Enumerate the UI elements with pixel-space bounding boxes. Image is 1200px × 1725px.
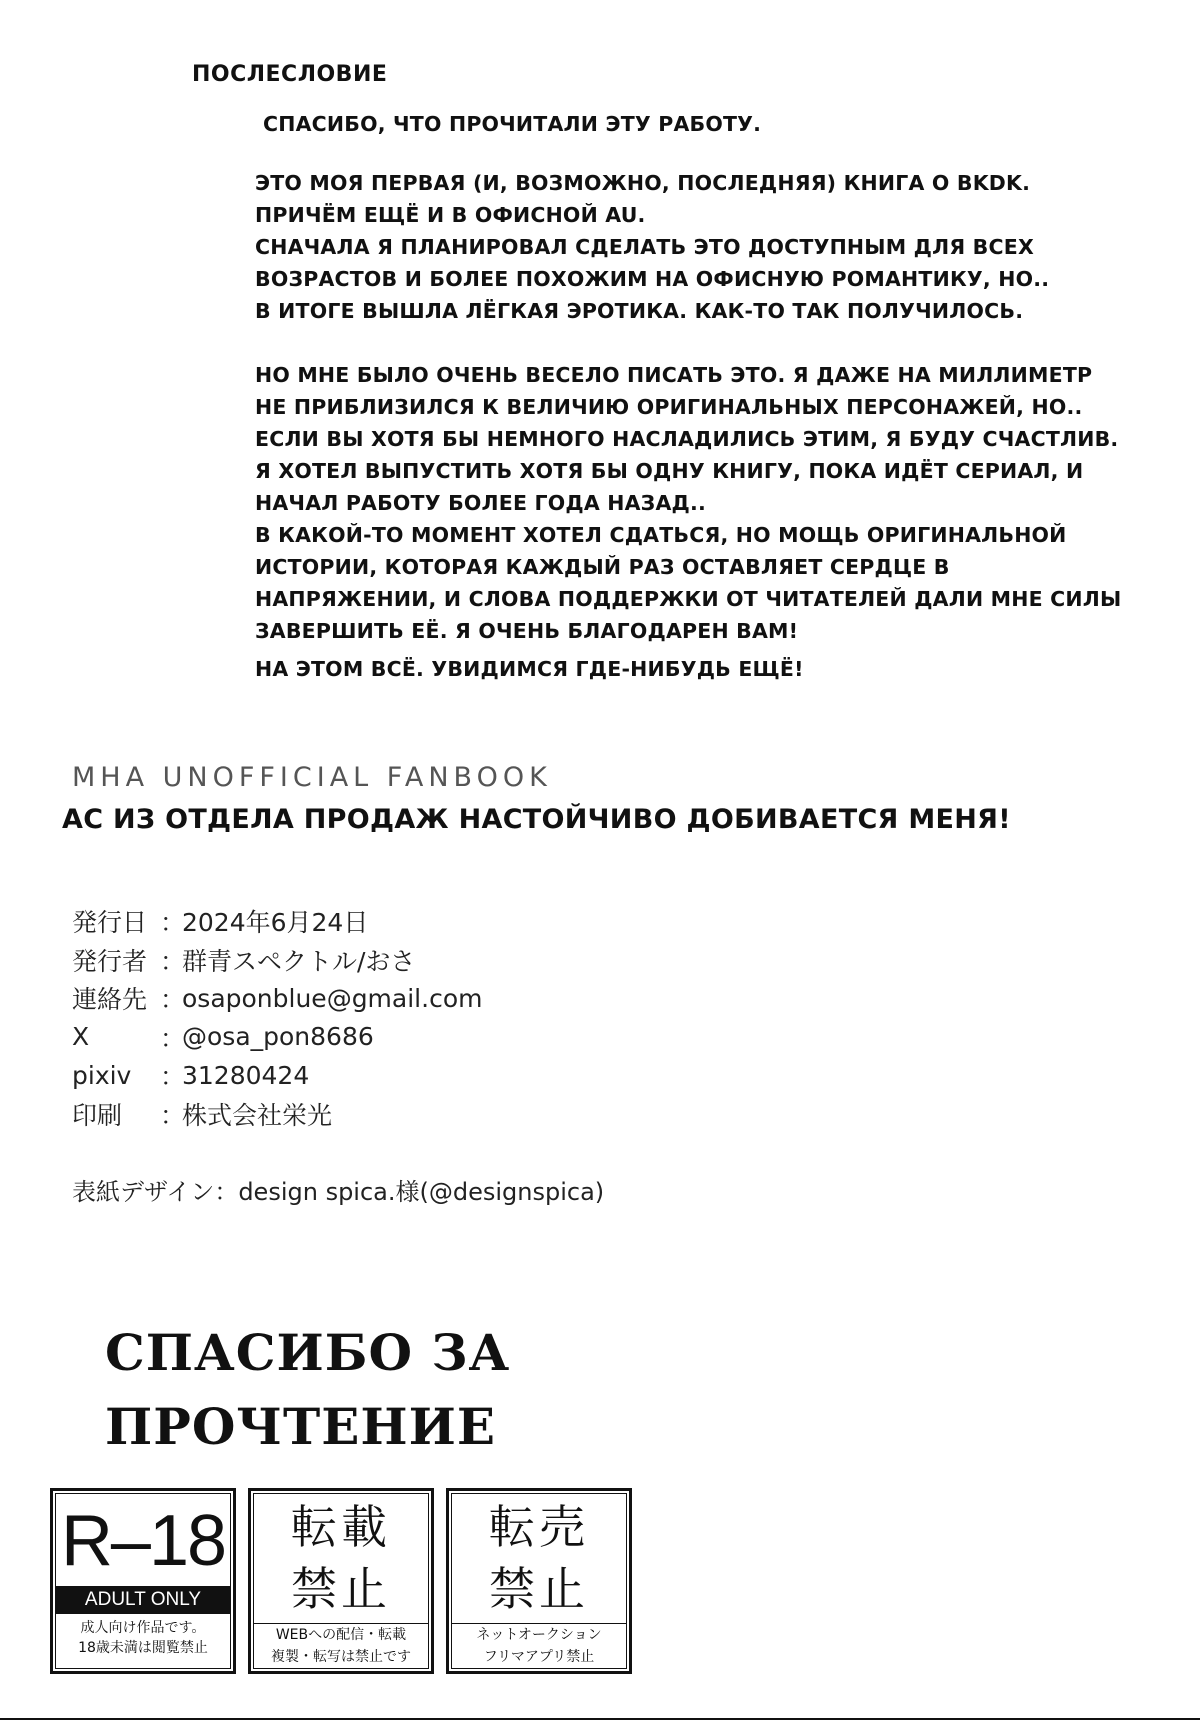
colophon-label: 発行日 [72, 908, 148, 938]
afterword-line: СНАЧАЛА Я ПЛАНИРОВАЛ СДЕЛАТЬ ЭТО ДОСТУПНЫМ ДЛЯ ВСЕХ [255, 235, 1034, 259]
no-resale-badge-frame [451, 1493, 627, 1669]
afterword-line: ПРИЧЁМ ЕЩЁ И В ОФИСНОЙ AU. [255, 203, 646, 227]
afterword-line: ЗАВЕРШИТЬ ЕЁ. Я ОЧЕНЬ БЛАГОДАРЕН ВАМ! [255, 619, 799, 643]
cover-design-credit: 表紙デザイン：design spica.様(@designspica) [72, 1178, 605, 1206]
thanks-line: ПРОЧТЕНИЕ [105, 1397, 496, 1456]
r18-note [78, 1614, 208, 1658]
colophon-value: 群青スペクトル/おさ [182, 946, 416, 976]
afterword-line: ЕСЛИ ВЫ ХОТЯ БЫ НЕМНОГО НАСЛАДИЛИСЬ ЭТИМ, Я БУДУ СЧАСТЛИВ. [255, 427, 1119, 451]
colophon-label: 発行者 [72, 946, 148, 976]
r18-badge [50, 1488, 236, 1674]
afterword-line: В ИТОГЕ ВЫШЛА ЛЁГКАЯ ЭРОТИКА. КАК-ТО ТАК ПОЛУЧИЛОСЬ. [255, 299, 1024, 323]
colophon-value: 株式会社栄光 [182, 1100, 333, 1130]
colophon-row [72, 979, 482, 1018]
colophon-separator: ： [160, 1062, 186, 1092]
colophon-row [72, 941, 482, 980]
afterword-heading: ПОСЛЕСЛОВИЕ [192, 62, 388, 87]
afterword-line: В КАКОЙ-ТО МОМЕНТ ХОТЕЛ СДАТЬСЯ, НО МОЩЬ ОРИГИНАЛЬНОЙ [255, 523, 1067, 547]
no-resale-kanji: 転売 [489, 1500, 589, 1554]
no-repost-note-line: 複製・転写は禁止です [271, 1649, 411, 1665]
contact-email: osaponblue@gmail.com [182, 983, 483, 1013]
pixiv-id: 31280424 [182, 1060, 310, 1090]
colophon-row [72, 902, 482, 941]
colophon-row [72, 1095, 482, 1134]
afterword-line: НЕ ПРИБЛИЗИЛСЯ К ВЕЛИЧИЮ ОРИГИНАЛЬНЫХ ПЕРСОНАЖЕЙ, НО.. [255, 395, 1083, 419]
no-repost-kanji: 転載 [291, 1500, 391, 1554]
afterword-line: ЭТО МОЯ ПЕРВАЯ (И, ВОЗМОЖНО, ПОСЛЕДНЯЯ) КНИГА О BKDK. [255, 171, 1031, 195]
thanks-heading [105, 1316, 510, 1464]
no-resale-kanji: 禁止 [489, 1562, 589, 1616]
no-repost-kanji: 禁止 [291, 1562, 391, 1616]
no-resale-badge [446, 1488, 632, 1674]
afterword-line: ИСТОРИИ, КОТОРАЯ КАЖДЫЙ РАЗ ОСТАВЛЯЕТ СЕРДЦЕ В [255, 555, 950, 579]
no-repost-note [254, 1623, 428, 1668]
no-repost-badge-frame [253, 1493, 429, 1669]
colophon-label: pixiv [72, 1060, 132, 1090]
colophon-separator: ： [160, 985, 186, 1015]
r18-note-line: 18歳未満は閲覧禁止 [78, 1640, 208, 1656]
afterword-body [255, 108, 1155, 685]
series-label: MHA UNOFFICIAL FANBOOK [72, 762, 552, 793]
colophon [72, 902, 482, 1133]
no-repost-badge [248, 1488, 434, 1674]
afterword-line: СПАСИБО, ЧТО ПРОЧИТАЛИ ЭТУ РАБОТУ. [263, 112, 762, 136]
colophon-value: 2024年6月24日 [182, 908, 369, 938]
afterword-line: Я ХОТЕЛ ВЫПУСТИТЬ ХОТЯ БЫ ОДНУ КНИГУ, ПОКА ИДЁТ СЕРИАЛ, И [255, 459, 1084, 483]
colophon-row [72, 1018, 482, 1057]
no-resale-note-line: フリマアプリ禁止 [483, 1649, 595, 1665]
afterword-line: ВОЗРАСТОВ И БОЛЕЕ ПОХОЖИМ НА ОФИСНУЮ РОМАНТИКУ, НО.. [255, 267, 1050, 291]
adult-only-band: ADULT ONLY [56, 1586, 230, 1614]
no-resale-note [452, 1623, 626, 1668]
colophon-separator: ： [160, 908, 186, 938]
r18-badge-frame [55, 1493, 231, 1669]
colophon-label: 連絡先 [72, 985, 148, 1015]
colophon-separator: ： [160, 1100, 186, 1130]
afterword-line: НАПРЯЖЕНИИ, И СЛОВА ПОДДЕРЖКИ ОТ ЧИТАТЕЛЕЙ ДАЛИ МНЕ СИЛЫ [255, 587, 1122, 611]
colophon-separator: ： [160, 946, 186, 976]
r18-label: R–18 [60, 1501, 226, 1581]
colophon-separator: ： [160, 1023, 186, 1053]
notice-badges [50, 1488, 632, 1674]
colophon-label: X [72, 1022, 90, 1052]
x-handle: @osa_pon8686 [182, 1022, 374, 1052]
thanks-line: СПАСИБО ЗА [105, 1323, 511, 1382]
no-repost-note-line: WEBへの配信・転載 [275, 1627, 407, 1643]
afterword-line: НО МНЕ БЫЛО ОЧЕНЬ ВЕСЕЛО ПИСАТЬ ЭТО. Я ДАЖЕ НА МИЛЛИМЕТР [255, 363, 1093, 387]
r18-note-line: 成人向け作品です。 [80, 1620, 206, 1636]
book-title: АС ИЗ ОТДЕЛА ПРОДАЖ НАСТОЙЧИВО ДОБИВАЕТСЯ МЕНЯ! [62, 804, 1011, 835]
colophon-label: 印刷 [72, 1100, 123, 1130]
afterword-line: НА ЭТОМ ВСЁ. УВИДИМСЯ ГДЕ-НИБУДЬ ЕЩЁ! [255, 657, 804, 681]
afterword-line: НАЧАЛ РАБОТУ БОЛЕЕ ГОДА НАЗАД.. [255, 491, 706, 515]
no-resale-note-line: ネットオークション [476, 1627, 602, 1643]
page-bottom-rule [0, 1718, 1200, 1720]
colophon-row [72, 1056, 482, 1095]
